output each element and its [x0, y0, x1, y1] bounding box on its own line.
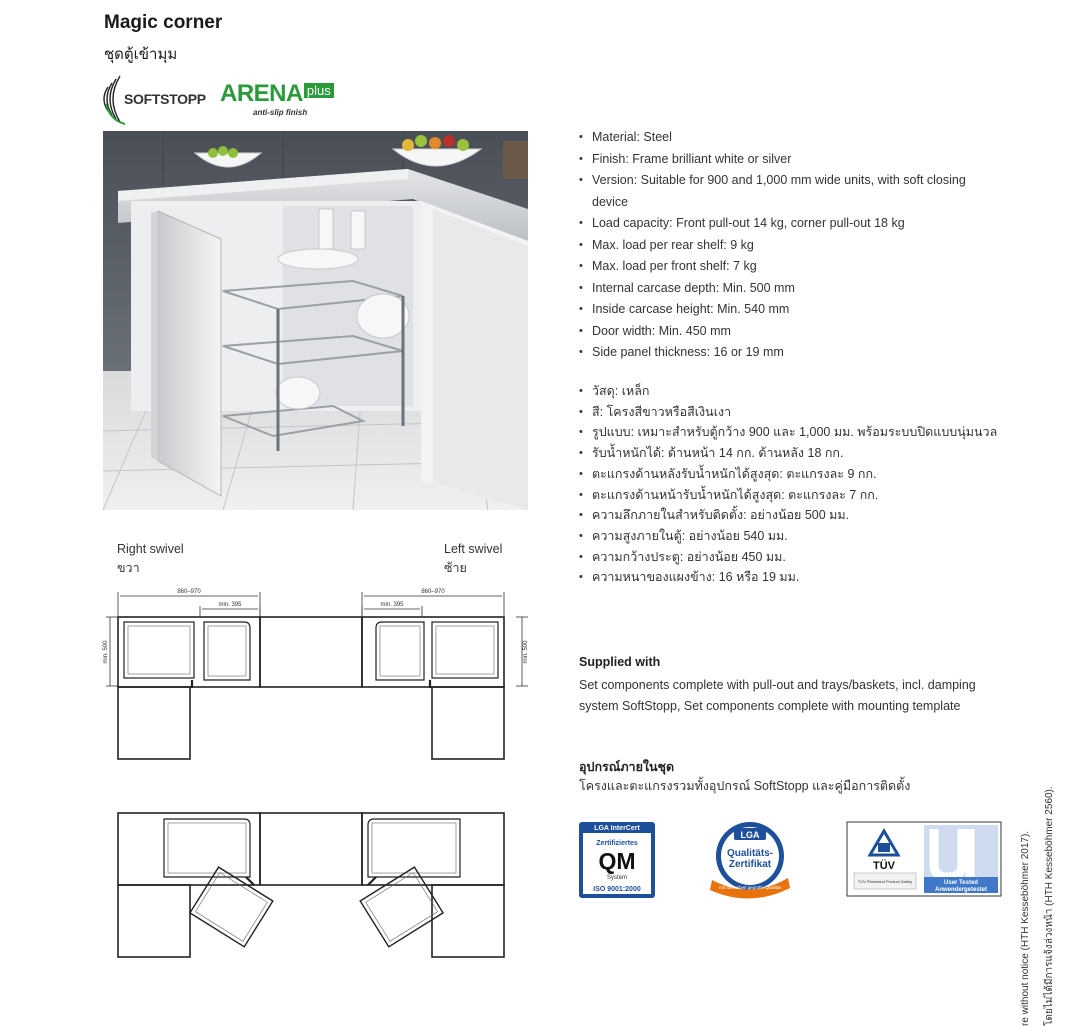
plan-diagram-closed: [104, 580, 529, 770]
specs-list-th: [579, 381, 999, 588]
qm-badge-main: QM: [598, 848, 636, 874]
spec-item: • Max. load per front shelf: 7 kg: [579, 256, 979, 278]
dim-overall-right: 860–970: [421, 589, 445, 595]
spec-item-th: • รูปแบบ: เหมาะสำหรับตู้กว้าง 900 และ 1,000 มม. พร้อมระบบปิดแบบนุ่มนวล: [579, 422, 999, 443]
tuv-badge-text: TÜV: [873, 860, 895, 872]
spec-item: • Door width: Min. 450 mm: [579, 321, 979, 343]
page-subtitle: ชุดตู้เข้ามุม: [104, 46, 178, 63]
spec-item-th: • ความลึกภายในสำหรับติดตั้ง: อย่างน้อย 500 มม.: [579, 505, 999, 526]
lga-badge-ribbon: mit Sicherheit geprüfte Qualität: [719, 885, 781, 890]
spec-item-th: • ตะแกรงด้านหน้ารับน้ำหนักได้สูงสุด: ตะแกรงละ 7 กก.: [579, 485, 999, 506]
qm-badge-header: LGA InterCert: [594, 825, 640, 832]
page-title: Magic corner: [104, 12, 223, 33]
dim-min-depth-left: min. 500: [103, 640, 109, 664]
side-note-line-en: re without notice (HTH Kesseböhmer 2017).: [1020, 830, 1031, 1026]
dim-overall-left: 860–970: [177, 589, 201, 595]
spec-item-th: • ตะแกรงด้านหลังรับน้ำหนักได้สูงสุด: ตะแกรงละ 9 กก.: [579, 464, 999, 485]
supplied-text: Set components complete with pull-out and trays/baskets, incl. damping system SoftStopp, Set components complete with mounting template: [579, 678, 976, 713]
qm-certificate-badge: [578, 821, 656, 899]
dim-min-width-left: min. 395: [218, 602, 242, 608]
spec-item: • Version: Suitable for 900 and 1,000 mm wide units, with soft closing device: [579, 170, 979, 213]
plan-diagram-open: [104, 805, 529, 965]
lga-badge-line2: Zertifikat: [728, 859, 772, 870]
tuv-user-tested-badge: [846, 821, 1002, 897]
spec-item-th: • รับน้ำหนักได้: ด้านหน้า 14 กก. ด้านหลัง 18 กก.: [579, 443, 999, 464]
spec-item: • Finish: Frame brilliant white or silver: [579, 149, 979, 171]
tuv-badge-right2: Anwendergetestet: [934, 887, 988, 893]
spec-item: • Material: Steel: [579, 127, 979, 149]
left-swivel-label: Left swivel: [444, 542, 503, 556]
tuv-badge-small: TÜV Rheinland Product Safety: [857, 879, 913, 884]
lga-badge-line1: Qualitäts-: [726, 848, 774, 859]
qm-badge-system: System: [606, 875, 628, 881]
dim-min-depth-right: min. 500: [523, 640, 529, 664]
side-note-line-th: โดยไม่ได้มีการแจ้งล่วงหน้า (HTH Kesseböhmer 2560).: [1044, 786, 1055, 1026]
spec-item: • Load capacity: Front pull-out 14 kg, corner pull-out 18 kg: [579, 213, 979, 235]
spec-item-th: • ความกว้างประตู: อย่างน้อย 450 มม.: [579, 547, 999, 568]
lga-badge-top: LGA: [740, 830, 760, 840]
side-note: [1006, 786, 1066, 1026]
arena-logo-tagline: anti-slip finish: [253, 108, 308, 117]
qm-badge-sub: Zertifiziertes: [596, 840, 638, 847]
spec-item-th: • วัสดุ: เหล็ก: [579, 381, 999, 402]
spec-item: • Internal carcase depth: Min. 500 mm: [579, 278, 979, 300]
spec-item: • Inside carcase height: Min. 540 mm: [579, 299, 979, 321]
dim-min-width-right: min. 395: [380, 602, 404, 608]
specs-list-en: [579, 127, 979, 364]
product-photo: [103, 131, 528, 510]
spec-item: • Max. load per rear shelf: 9 kg: [579, 235, 979, 257]
right-swivel-label-th: ขวา: [117, 561, 140, 575]
supplied-heading-th: อุปกรณ์ภายในชุด: [579, 760, 675, 774]
lga-quality-badge: [704, 818, 796, 900]
spec-item-th: • สี: โครงสีขาวหรือสีเงินเงา: [579, 402, 999, 423]
arena-plus-logo: [220, 80, 334, 117]
supplied-heading: Supplied with: [579, 655, 661, 669]
spec-item-th: • ความหนาของแผงข้าง: 16 หรือ 19 มม.: [579, 567, 999, 588]
arena-logo-plus: plus: [304, 83, 334, 98]
tuv-badge-right1: User Tested: [944, 880, 978, 886]
softstopp-logo-text: SOFTSTOPP: [124, 91, 206, 107]
spec-item-th: • ความสูงภายในตู้: อย่างน้อย 540 มม.: [579, 526, 999, 547]
qm-badge-iso: ISO 9001:2000: [593, 886, 641, 893]
spec-item: • Side panel thickness: 16 or 19 mm: [579, 342, 979, 364]
right-swivel-label: Right swivel: [117, 542, 184, 556]
supplied-text-th: โครงและตะแกรงรวมทั้งอุปกรณ์ SoftStopp และคู่มือการติดตั้ง: [579, 779, 911, 793]
left-swivel-label-th: ซ้าย: [444, 561, 467, 575]
arena-logo-main: ARENA: [220, 80, 303, 107]
